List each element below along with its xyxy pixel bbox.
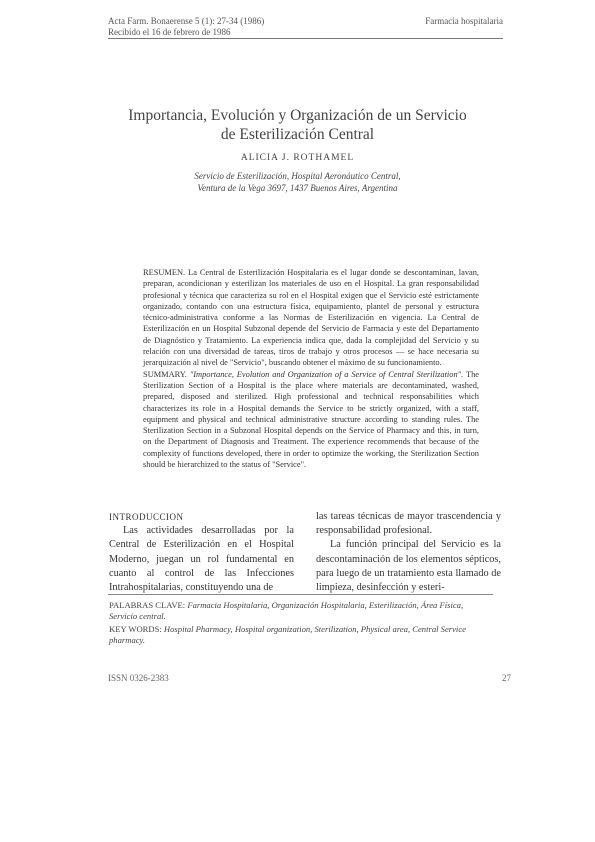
keywords-es-text: Farmacia Hospitalaria, Organización Hospitalaria, Esterilización, Área Física, Servicio central. (109, 600, 464, 622)
resumen-paragraph (143, 267, 479, 369)
article-title: Importancia, Evolución y Organización de un Servicio de Esterilización Central (128, 107, 467, 143)
resumen-text: La Central de Esterilización Hospitalaria es el lugar donde se descontaminan, lavan, preparan, acondicionan y esterilizan los materiales de uso en el Hospital. La gran responsabilidad profesional y técnica que caracteriza su rol en el Hospital exigen que el Servicio esté estrictamente organizado, contando con una estructura física, equipamiento, plantel de personal y estructura técnico-administrativa conforme a las Normas de Esterilización en vigencia. La Central de Esterilización en un Hospital Subzonal depende del Servicio de Farmacia y este del Departamento de Diagnóstico y Tratamiento. La experiencia indica que, dada la complejidad del Servicio y su relación con una diversidad de tareas, tiros de trabajo y otros procesos — se hace necesaria su jerarquización al nivel de "Servicio", buscando obtener el máximo de su funcionamiento. (143, 268, 480, 368)
journal-header (108, 16, 264, 38)
section-heading-introduccion: INTRODUCCION (109, 512, 184, 522)
keywords-rule (108, 594, 493, 595)
issn-footer: ISSN 0326-2383 (108, 673, 169, 683)
author-name: ALICIA J. ROTHAMEL (240, 153, 355, 163)
right-paragraph-1: las tareas técnicas de mayor trascendencia y responsabilidad profesional. (316, 511, 501, 537)
keywords-es-label: PALABRAS CLAVE: (109, 600, 186, 610)
keywords-en (109, 624, 489, 647)
summary-paragraph (143, 369, 479, 471)
received-date: Recibido el 16 de febrero de 1986 (108, 27, 231, 37)
summary-text: The Sterilization Section of a Hospital is the place where materials are decontaminated, washed, prepared, disposed and sterilized. High professional and technical responsabilities which characterizes its role in a Hospital demands the Service to be strictly organized, with a staff, equipment and physical and technical administrative structure according to standing rules. The Sterilization Section in a Subzonal Hospital depends on the Service of Pharmacy and this, in turn, on the Department of Diagnosis and Treatment. The experience recommends that because of the complexity of functions developed, there in order to optimize the working, the Sterilization Section should be hierarchized to the status of "Service". (143, 369, 479, 470)
header-rule (108, 38, 503, 39)
affiliation-line-2: Ventura de la Vega 3697, 1437 Buenos Aires, Argentina (197, 183, 398, 193)
right-paragraph-2: La función principal del Servicio es la descontaminación de los elementos sépticos, para luego de un tratamiento esta llamado de limpieza, desinfección y esteri- (316, 539, 501, 594)
section-label: Farmacia hospitalaria (425, 16, 503, 26)
keywords-en-text: Hospital Pharmacy, Hospital organization, Sterilization, Physical area, Central Service pharmacy. (109, 623, 466, 646)
keywords-es (109, 600, 489, 623)
journal-citation: Acta Farm. Bonaerense 5 (1): 27-34 (1986) (108, 16, 265, 26)
keywords-en-label: KEY WORDS: (109, 623, 162, 634)
intro-paragraph: Las actividades desarrolladas por la Central de Esterilización en el Hospital Moderno, juegan un rol fundamental en cuanto al control de las Infecciones Intrahospitalarias, constituyendo una de (109, 525, 294, 594)
keywords-block (109, 600, 489, 648)
author-affiliation (120, 170, 475, 194)
summary-title: "Importance, Evolution and Organization of a Service of Central Sterilization". (189, 369, 464, 379)
page-number: 27 (502, 673, 511, 683)
body-column-left (109, 510, 294, 595)
abstract-block (143, 267, 479, 470)
body-column-right (316, 510, 501, 595)
affiliation-line-1: Servicio de Esterilización, Hospital Aeronáutico Central, (194, 171, 401, 181)
resumen-label: RESUMEN. (143, 268, 186, 277)
summary-label: SUMMARY. (143, 369, 187, 379)
